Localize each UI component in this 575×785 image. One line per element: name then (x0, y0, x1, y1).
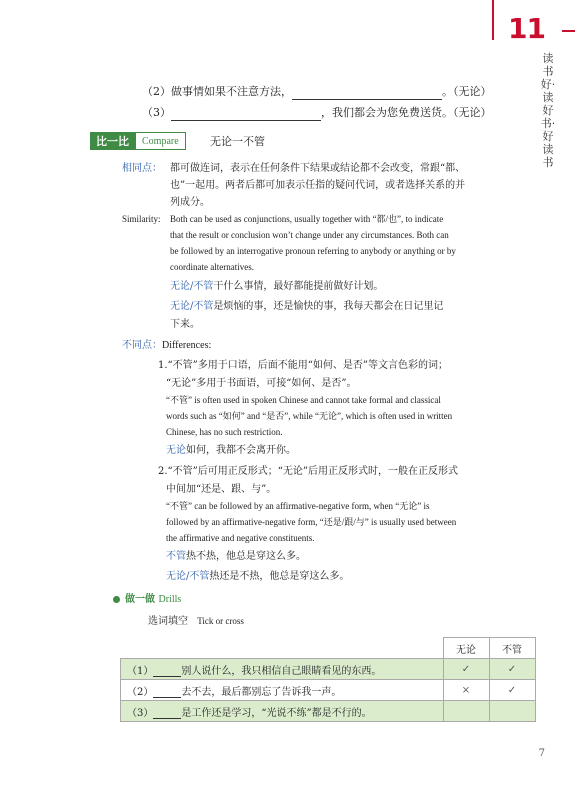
similarity-en-label: Similarity: (122, 214, 161, 224)
keyword: 不管 (166, 551, 186, 562)
difference-1-cn-2: “无论”多用于书面语，可接“如何、是否”。 (166, 378, 357, 389)
example-text: 是烦恼的事，还是愉快的事，我每天都会在日记里记 (213, 301, 444, 312)
difference-2-en-2: followed by an affirmative-negative form, “还是/跟/与” is usually used between (166, 517, 457, 527)
difference-1-example (166, 443, 296, 458)
table-row (121, 701, 536, 722)
chapter-tab-line (492, 0, 494, 40)
compare-topic: 无论一不管 (210, 135, 265, 148)
exercise-number: （3） (142, 106, 171, 119)
cross-cell[interactable]: × (443, 680, 489, 701)
table-header-row (121, 638, 536, 659)
row-number: （2） (127, 686, 154, 698)
differences-heading (122, 338, 211, 353)
similarity-cn-3: 列成分。 (170, 197, 210, 208)
col-header-wulun: 无论 (443, 638, 489, 659)
exercise-3 (142, 105, 492, 121)
difference-2-en-1: “不管” can be followed by an affirmative-negative form, when “无论” is (166, 501, 430, 511)
tick-cell[interactable]: ✓ (489, 659, 535, 680)
difference-1-en-3: Chinese, has no such restriction. (166, 427, 283, 437)
keyword: 无论/不管 (166, 571, 210, 582)
similarity-en-2: that the result or conclusion won’t change under any circumstances. Both can (170, 230, 449, 240)
chapter-tab-dash (562, 30, 575, 32)
similarity-en-3: be followed by an interrogative pronoun referring to anybody or anything or by (170, 246, 456, 256)
answer-blank[interactable] (171, 120, 321, 121)
difference-1-en-2: words such as “如何” and “是否”, while “无论”, which is often used in written (166, 411, 453, 421)
example-text: 热不热，他总是穿这么多。 (186, 551, 306, 562)
keyword: 无论/不管 (170, 281, 214, 292)
answer-blank[interactable] (153, 718, 181, 719)
table-row (121, 659, 536, 680)
differences-en: Differences: (162, 340, 212, 351)
answer-blank[interactable] (153, 676, 181, 677)
keyword: 无论/不管 (170, 301, 214, 312)
empty-cell[interactable] (443, 701, 489, 722)
row-sentence (121, 701, 444, 722)
drills-instruction (148, 614, 244, 629)
example-text: 如何，我都不会离开你。 (186, 445, 296, 456)
row-text: 去不去，最后都别忘了告诉我一声。 (181, 686, 342, 698)
instruction-cn: 选词填空 (148, 616, 188, 627)
exercise-2 (142, 84, 492, 100)
difference-1-en-1: “不管” is often used in spoken Chinese and cannot take formal and classical (166, 395, 441, 405)
drills-title-cn: 做一做 (125, 594, 155, 605)
answer-blank[interactable] (292, 99, 442, 100)
page-number: 7 (538, 748, 545, 759)
difference-1-cn-1: 1.“不管”多用于口语，后面不能用“如何、是否”等文言色彩的词； (158, 360, 448, 371)
row-text: 别人说什么，我只相信自己眼睛看见的东西。 (181, 665, 382, 677)
row-number: （1） (127, 665, 154, 677)
compare-badge (90, 132, 186, 150)
exercise-hint: 。（无论） (442, 85, 492, 98)
exercise-hint: ，我们都会为您免费送货。（无论） (321, 106, 492, 119)
row-sentence (121, 680, 444, 701)
difference-2-en-3: the affirmative and negative constituents. (166, 533, 315, 543)
drills-table-wrap (120, 637, 536, 722)
exercise-number: （2） (142, 85, 171, 98)
difference-2-cn-1: 2.“不管”后可用正反形式；“无论”后用正反形式时，一般在正反形式 (158, 466, 458, 477)
exercise-text: 做事情如果不注意方法， (171, 85, 292, 98)
empty-cell[interactable] (489, 701, 535, 722)
example-text: 干什么事情，最好都能提前做好计划。 (213, 281, 384, 292)
row-text: 是工作还是学习，“光说不练”都是不行的。 (181, 707, 372, 719)
instruction-en: Tick or cross (197, 616, 244, 626)
example-text: 热还是不热，他总是穿这么多。 (209, 571, 350, 582)
similarity-en-1: Both can be used as conjunctions, usually together with “都/也”, to indicate (170, 214, 444, 224)
row-number: （3） (127, 707, 154, 719)
example-sentence-1 (170, 279, 383, 294)
drills-table (120, 637, 536, 722)
keyword: 无论 (166, 445, 186, 456)
example-sentence-2-cont: 下来。 (170, 319, 200, 330)
drills-title (125, 592, 181, 607)
differences-label: 不同点： (122, 340, 162, 351)
compare-badge-cn: 比一比 (90, 132, 135, 150)
similarity-label: 相同点： (122, 163, 162, 174)
similarity-en-4: coordinate alternatives. (170, 262, 254, 272)
header-blank (121, 638, 444, 659)
answer-blank[interactable] (153, 697, 181, 698)
col-header-buguan: 不管 (489, 638, 535, 659)
chapter-number: 11 (508, 12, 545, 45)
compare-badge-en: Compare (135, 132, 186, 150)
difference-2-cn-2: 中间加“还是、跟、与”。 (166, 484, 277, 495)
drills-title-en: Drills (158, 594, 182, 605)
table-row (121, 680, 536, 701)
drills-bullet-icon (113, 596, 120, 603)
tick-cell[interactable]: ✓ (489, 680, 535, 701)
difference-2-example-2 (166, 569, 349, 584)
tick-cell[interactable]: ✓ (443, 659, 489, 680)
difference-2-example-1 (166, 549, 306, 564)
side-title: 读书好·读好书·好读书 (540, 52, 556, 169)
row-sentence (121, 659, 444, 680)
similarity-cn-1: 都可做连词，表示在任何条件下结果或结论都不会改变，常跟“都、 (170, 163, 466, 174)
example-sentence-2 (170, 299, 443, 314)
similarity-cn-2: 也”一起用。两者后都可加表示任指的疑问代词，或者选择关系的并 (170, 180, 466, 191)
